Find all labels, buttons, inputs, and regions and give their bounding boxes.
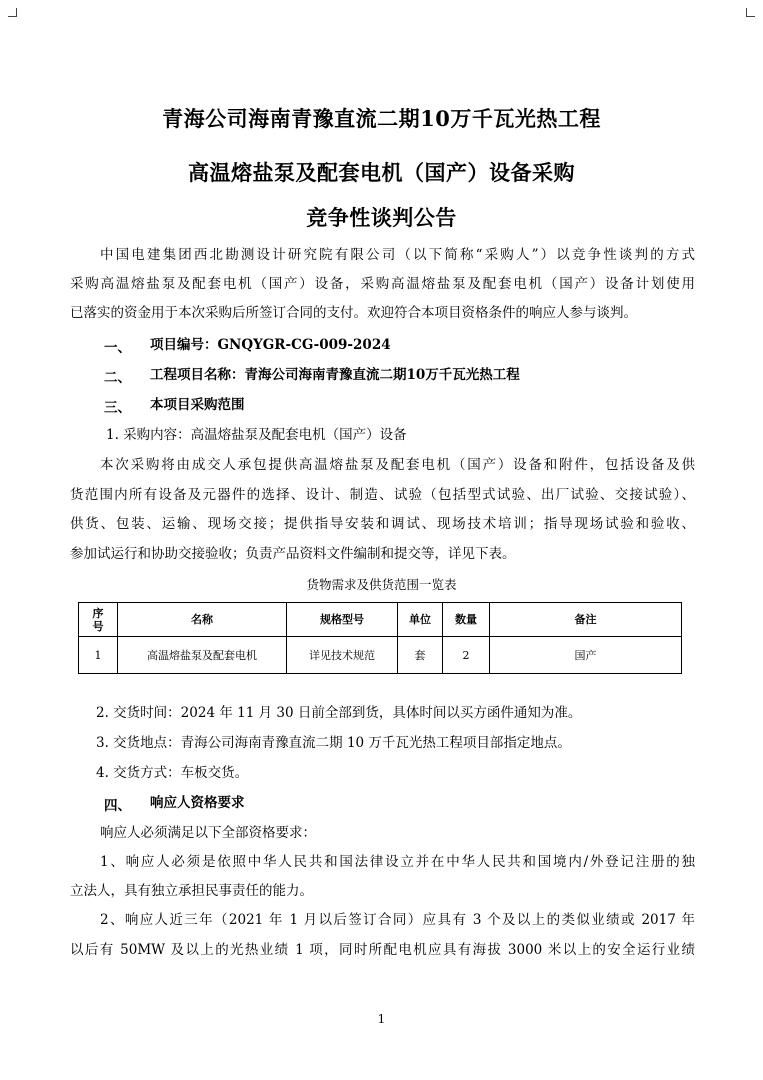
title-line-2: 高温熔盐泵及配套电机（国产）设备采购 xyxy=(188,160,575,185)
qualification-1-line-2: 立法人，具有独立承担民事责任的能力。 xyxy=(70,883,313,899)
title-line-1: 青海公司海南青豫直流二期10万千瓦光热工程 xyxy=(162,106,601,131)
header-seq-b: 号 xyxy=(92,619,104,633)
cell-name: 高温熔盐泵及配套电机 xyxy=(118,637,287,674)
table-row xyxy=(79,637,682,674)
header-qty: 数量 xyxy=(443,603,490,637)
section-3-heading: 本项目采购范围 xyxy=(150,397,245,413)
project-name: 工程项目名称：青海公司海南青豫直流二期10万千瓦光热工程 xyxy=(150,367,520,383)
project-number: 项目编号：GNQYGR-CG-009-2024 xyxy=(150,337,391,353)
scope-item-2: 2. 交货时间：2024 年 11 月 30 日前全部到货，具体时间以买方函件通知为准。 xyxy=(96,705,582,721)
section-3-number: 三、 xyxy=(104,400,131,416)
scope-para-line-3: 供货、包装、运输、现场交接；提供指导安装和调试、现场技术培训；指导现场试验和验收、 xyxy=(70,516,695,532)
header-remark: 备注 xyxy=(490,603,682,637)
qualification-1-line-1: 1、响应人必须是依照中华人民共和国法律设立并在中华人民共和国境内/外登记注册的独 xyxy=(100,854,695,870)
intro-line-3: 已落实的资金用于本次采购后所签订合同的支付。欢迎符合本项目资格条件的响应人参与谈判。 xyxy=(70,305,637,321)
qualification-lead: 响应人必须满足以下全部资格要求： xyxy=(100,825,316,841)
scope-item-4: 4. 交货方式：车板交货。 xyxy=(96,765,249,781)
section-4-number: 四、 xyxy=(104,798,131,814)
intro-line-2: 采购高温熔盐泵及配套电机（国产）设备，采购高温熔盐泵及配套电机（国产）设备计划使用 xyxy=(70,276,695,292)
crop-mark-top-left xyxy=(8,8,17,17)
intro-line-1: 中国电建集团西北勘测设计研究院有限公司（以下简称“采购人”）以竞争性谈判的方式 xyxy=(100,247,695,263)
cell-qty: 2 xyxy=(443,637,490,674)
scope-item-3: 3. 交货地点：青海公司海南青豫直流二期 10 万千瓦光热工程项目部指定地点。 xyxy=(96,735,571,751)
page-number: 1 xyxy=(377,1012,386,1026)
cell-remark: 国产 xyxy=(490,637,682,674)
header-name: 名称 xyxy=(118,603,287,637)
scope-para-line-1: 本次采购将由成交人承包提供高温熔盐泵及配套电机（国产）设备和附件，包括设备及供 xyxy=(100,457,695,473)
header-spec: 规格型号 xyxy=(287,603,398,637)
section-2-number: 二、 xyxy=(104,370,131,386)
qualification-2-line-1: 2、响应人近三年（2021 年 1 月以后签订合同）应具有 3 个及以上的类似业绩或 2017 年 xyxy=(100,912,695,928)
scope-item-1: 1. 采购内容：高温熔盐泵及配套电机（国产）设备 xyxy=(106,427,407,443)
header-seq xyxy=(79,603,118,637)
header-seq-a: 序 xyxy=(92,606,104,620)
title-line-3: 竞争性谈判公告 xyxy=(306,205,457,230)
table-header-row xyxy=(79,603,682,637)
section-4-heading: 响应人资格要求 xyxy=(150,795,245,811)
header-unit: 单位 xyxy=(398,603,443,637)
crop-mark-top-right xyxy=(746,8,755,17)
scope-para-line-2: 货范围内所有设备及元器件的选择、设计、制造、试验（包括型式试验、出厂试验、交接试验）、 xyxy=(70,487,695,503)
section-1-number: 一、 xyxy=(104,340,131,356)
cell-unit: 套 xyxy=(398,637,443,674)
table-caption: 货物需求及供货范围一览表 xyxy=(306,577,457,592)
cell-spec: 详见技术规范 xyxy=(287,637,398,674)
cell-seq: 1 xyxy=(79,637,118,674)
goods-table xyxy=(78,602,682,674)
scope-para-line-4: 参加试运行和协助交接验收；负责产品资料文件编制和提交等，详见下表。 xyxy=(70,546,516,562)
qualification-2-line-2: 以后有 50MW 及以上的光热业绩 1 项，同时所配电机应具有海拔 3000 米以上的安全运行业绩 xyxy=(70,942,695,958)
